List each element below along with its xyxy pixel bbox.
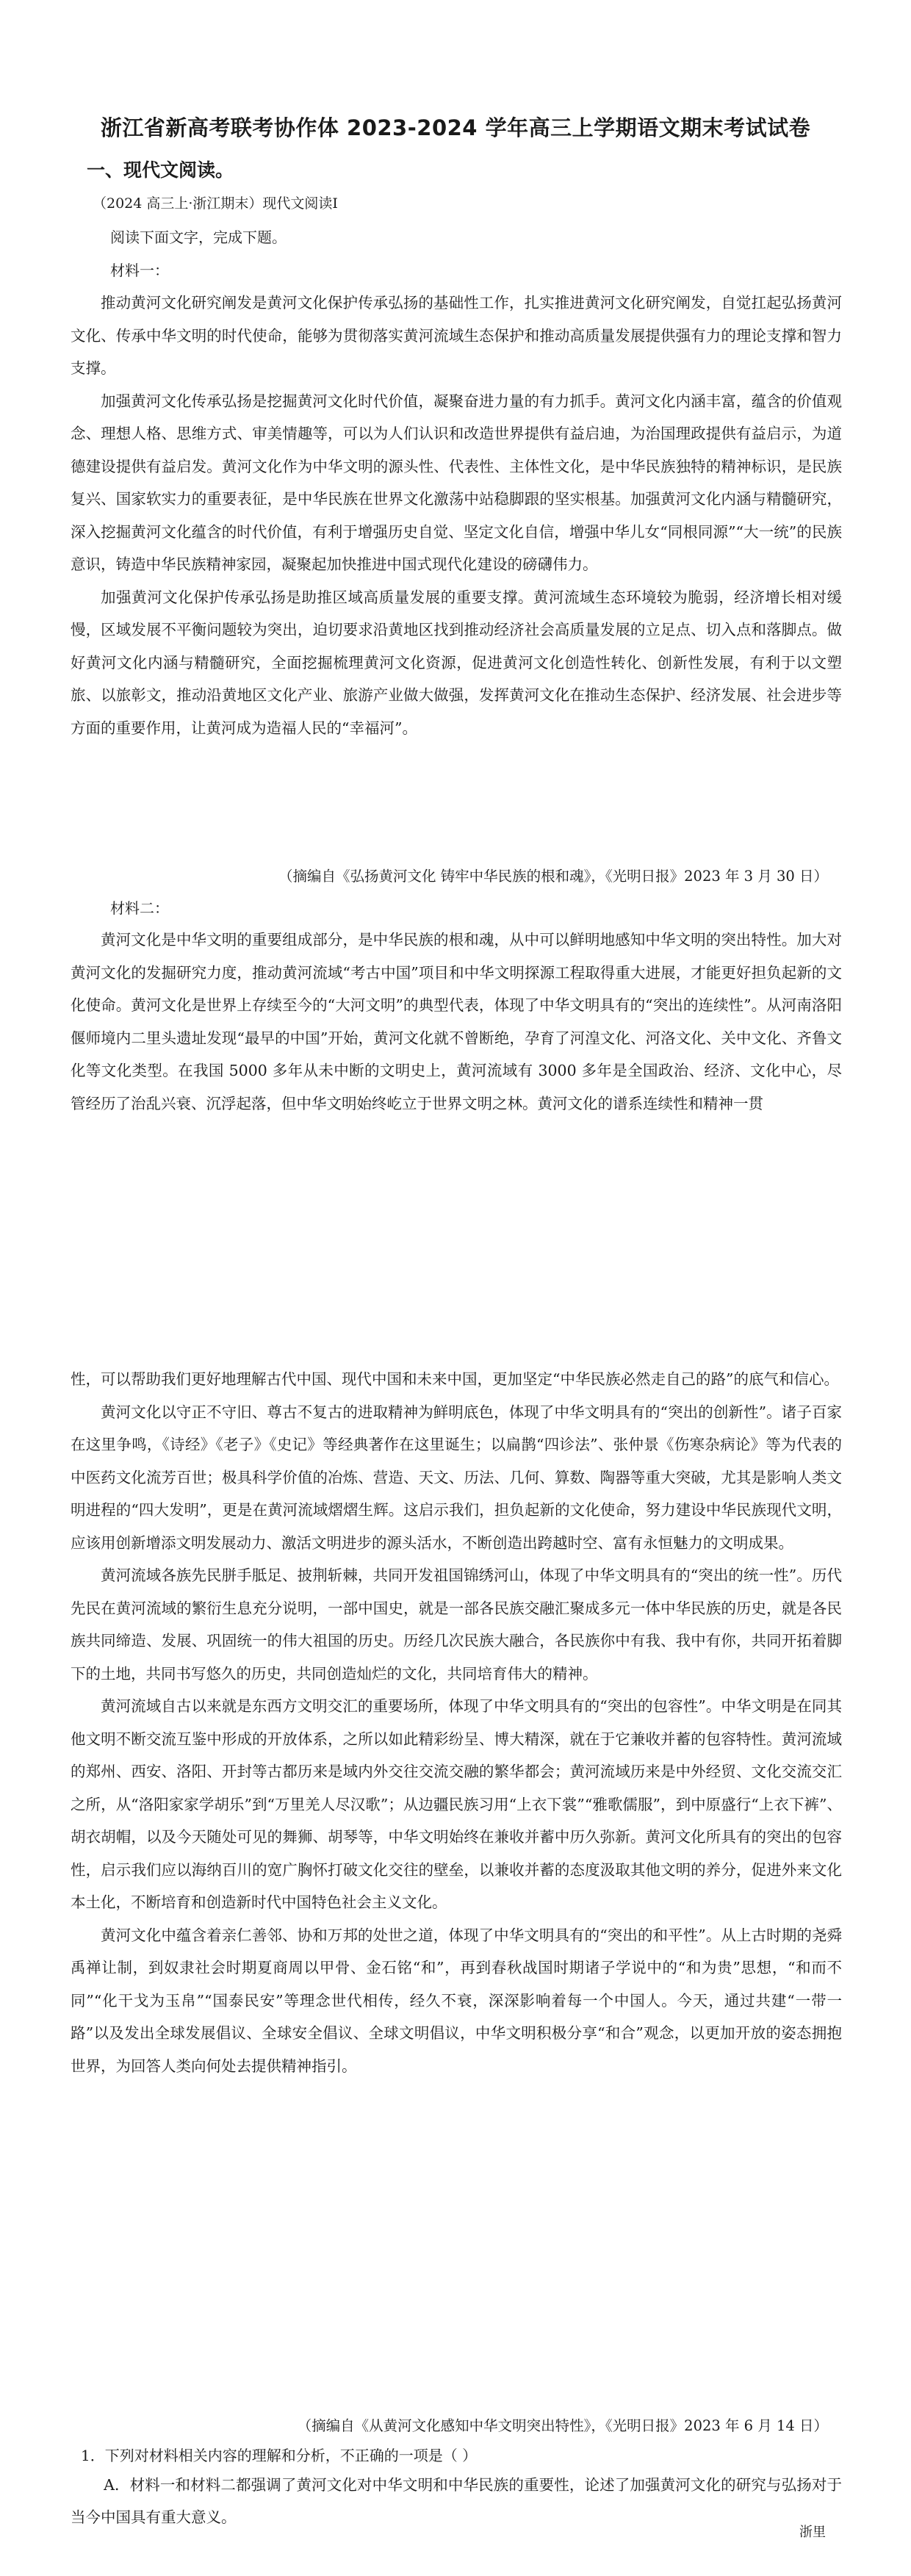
paragraph: 性，可以帮助我们更好地理解古代中国、现代中国和未来中国，更加坚定“中华民族必然走自己的路”的底气和信心。 [71,1370,839,1388]
exam-title: 浙江省新高考联考协作体 2023-2024 学年高三上学期语文期末考试试卷 [100,115,811,140]
footer-text: 浙里 [799,2525,826,2540]
option-a-text: A．材料一和材料二都强调了黄河文化对中华文明和中华民族的重要性，论述了加强黄河文化的研究与弘扬对于当今中国具有重大意义。 [71,2476,842,2526]
section-heading: 一、现代文阅读。 [87,159,234,181]
paragraph: 黄河文化是中华文明的重要组成部分，是中华民族的根和魂，从中可以鲜明地感知中华文明的突出特性。加大对黄河文化的发掘研究力度，推动黄河流域“考古中国”项目和中华文明探源工程取得重大进展，才能更好担负起新的文化使命。黄河文化是世界上存续至今的“大河文明”的典型代表，体现了中华文明具有的“突出的连续性”。从河南洛阳偃师境内二里头遗址发现“最早的中国”开始，黄河文化就不曾断绝，孕育了河湟文化、河洛文化、关中文化、齐鲁文化等文化类型。在我国 5000 多年从未中断的文明史上，黄河流域有 3000 多年是全国政治、经济、文化中心，尽管经历了治乱兴衰、沉浮起落，但中华文明始终屹立于世界文明之林。黄河文化的谱系连续性和精神一贯 [71,931,842,1112]
paragraph: 黄河流域自古以来就是东西方文明交汇的重要场所，体现了中华文明具有的“突出的包容性”。中华文明是在同其他文明不断交流互鉴中形成的开放体系，之所以如此精彩纷呈、博大精深，就在于它兼收并蓄的包容特性。黄河流域的郑州、西安、洛阳、开封等古都历来是域内外交往交流交融的繁华都会；黄河流域历来是中外经贸、文化交流交汇之所，从“洛阳家家学胡乐”到“万里羌人尽汉歌”；从边疆民族习用“上衣下裳”“雅歌儒服”，到中原盛行“上衣下裤”、胡衣胡帽，以及今天随处可见的舞狮、胡琴等，中华文明始终在兼收并蓄中历久弥新。黄河文化所具有的突出的包容性，启示我们应以海纳百川的宽广胸怀打破文化交往的壁垒，以兼收并蓄的态度汲取其他文明的养分，促进外来文化本土化，不断培育和创造新时代中国特色社会主义文化。 [71,1697,842,1911]
paragraph: 黄河文化中蕴含着亲仁善邻、协和万邦的处世之道，体现了中华文明具有的“突出的和平性”。从上古时期的尧舜禹禅让制，到奴隶社会时期夏商周以甲骨、金石铭“和”，再到春秋战国时期诸子学说中的“和为贵”思想，“和而不同”“化干戈为玉帛”“国泰民安”等理念世代相传，经久不衰，深深影响着每一个中国人。今天，通过共建“一带一路”以及发出全球发展倡议、全球安全倡议、全球文明倡议，中华文明积极分享“和合”观念，以更加开放的姿态拥抱世界，为回答人类向何处去提供精神指引。 [71,1926,842,2075]
material1-citation: （摘编自《弘扬黄河文化 铸牢中华民族的根和魂》，《光明日报》2023 年 3 月 30 日） [278,868,828,885]
material2-part2 [71,1363,842,2082]
material2-part1 [71,924,842,1120]
question-1: 1．下列对材料相关内容的理解和分析，不正确的一项是（ ） [81,2447,478,2464]
paragraph: 黄河流域各族先民胼手胝足、披荆斩棘，共同开发祖国锦绣河山，体现了中华文明具有的“突出的统一性”。历代先民在黄河流域的繁衍生息充分说明，一部中国史，就是一部各民族交融汇聚成多元一体中华民族的历史，就是各民族共同缔造、发展、巩固统一的伟大祖国的历史。历经几次民族大融合，各民族你中有我、我中有你，共同开拓着脚下的土地，共同书写悠久的历史，共同创造灿烂的文化，共同培育伟大的精神。 [71,1566,842,1683]
paragraph: 加强黄河文化传承弘扬是挖掘黄河文化时代价值，凝聚奋进力量的有力抓手。黄河文化内涵丰富，蕴含的价值观念、理想人格、思维方式、审美情趣等，可以为人们认识和改造世界提供有益启迪，为治国理政提供有益启示，为道德建设提供有益启发。黄河文化作为中华文明的源头性、代表性、主体性文化，是中华民族独特的精神标识，是民族复兴、国家软实力的重要表征，是中华民族在世界文化激荡中站稳脚跟的坚实根基。加强黄河文化内涵与精髓研究，深入挖掘黄河文化蕴含的时代价值，有利于增强历史自觉、坚定文化自信，增强中华儿女“同根同源”“大一统”的民族意识，铸造中华民族精神家园，凝聚起加快推进中国式现代化建设的磅礴伟力。 [71,392,842,573]
paragraph: 加强黄河文化保护传承弘扬是助推区域高质量发展的重要支撑。黄河流域生态环境较为脆弱，经济增长相对缓慢，区域发展不平衡问题较为突出，迫切要求沿黄地区找到推动经济社会高质量发展的立足点、切入点和落脚点。做好黄河文化内涵与精髓研究，全面挖掘梳理黄河文化资源，促进黄河文化创造性转化、创新性发展，有利于以文塑旅、以旅彰文，推动沿黄地区文化产业、旅游产业做大做强，发挥黄河文化在推动生态保护、经济发展、社会进步等方面的重要作用，让黄河成为造福人民的“幸福河”。 [71,588,842,737]
material2-label: 材料二： [110,899,169,917]
paragraph: 推动黄河文化研究阐发是黄河文化保护传承弘扬的基础性工作，扎实推进黄河文化研究阐发，自觉扛起弘扬黄河文化、传承中华文明的时代使命，能够为贯彻落实黄河流域生态保护和推动高质量发展提供强有力的理论支撑和智力支撑。 [71,294,842,377]
material1-label: 材料一： [110,262,169,279]
material2-citation: （摘编自《从黄河文化感知中华文明突出特性》，《光明日报》2023 年 6 月 14 日） [297,2417,828,2434]
instruction-text: 阅读下面文字，完成下题。 [110,229,287,246]
option-a [71,2469,842,2533]
paragraph: 黄河文化以守正不守旧、尊古不复古的进取精神为鲜明底色，体现了中华文明具有的“突出的创新性”。诸子百家在这里争鸣，《诗经》《老子》《史记》等经典著作在这里诞生；以扁鹊“四诊法”、张仲景《伤寒杂病论》等为代表的中医药文化流芳百世；极具科学价值的冶炼、营造、天文、历法、几何、算数、陶器等重大突破，尤其是影响人类文明进程的“四大发明”，更是在黄河流域熠熠生辉。这启示我们，担负起新的文化使命，努力建设中华民族现代文明，应该用创新增添文明发展动力、激活文明进步的源头活水，不断创造出跨越时空、富有永恒魅力的文明成果。 [71,1403,842,1552]
material1-body [71,287,842,744]
question-source: （2024 高三上·浙江期末）现代文阅读Ⅰ [93,195,338,212]
